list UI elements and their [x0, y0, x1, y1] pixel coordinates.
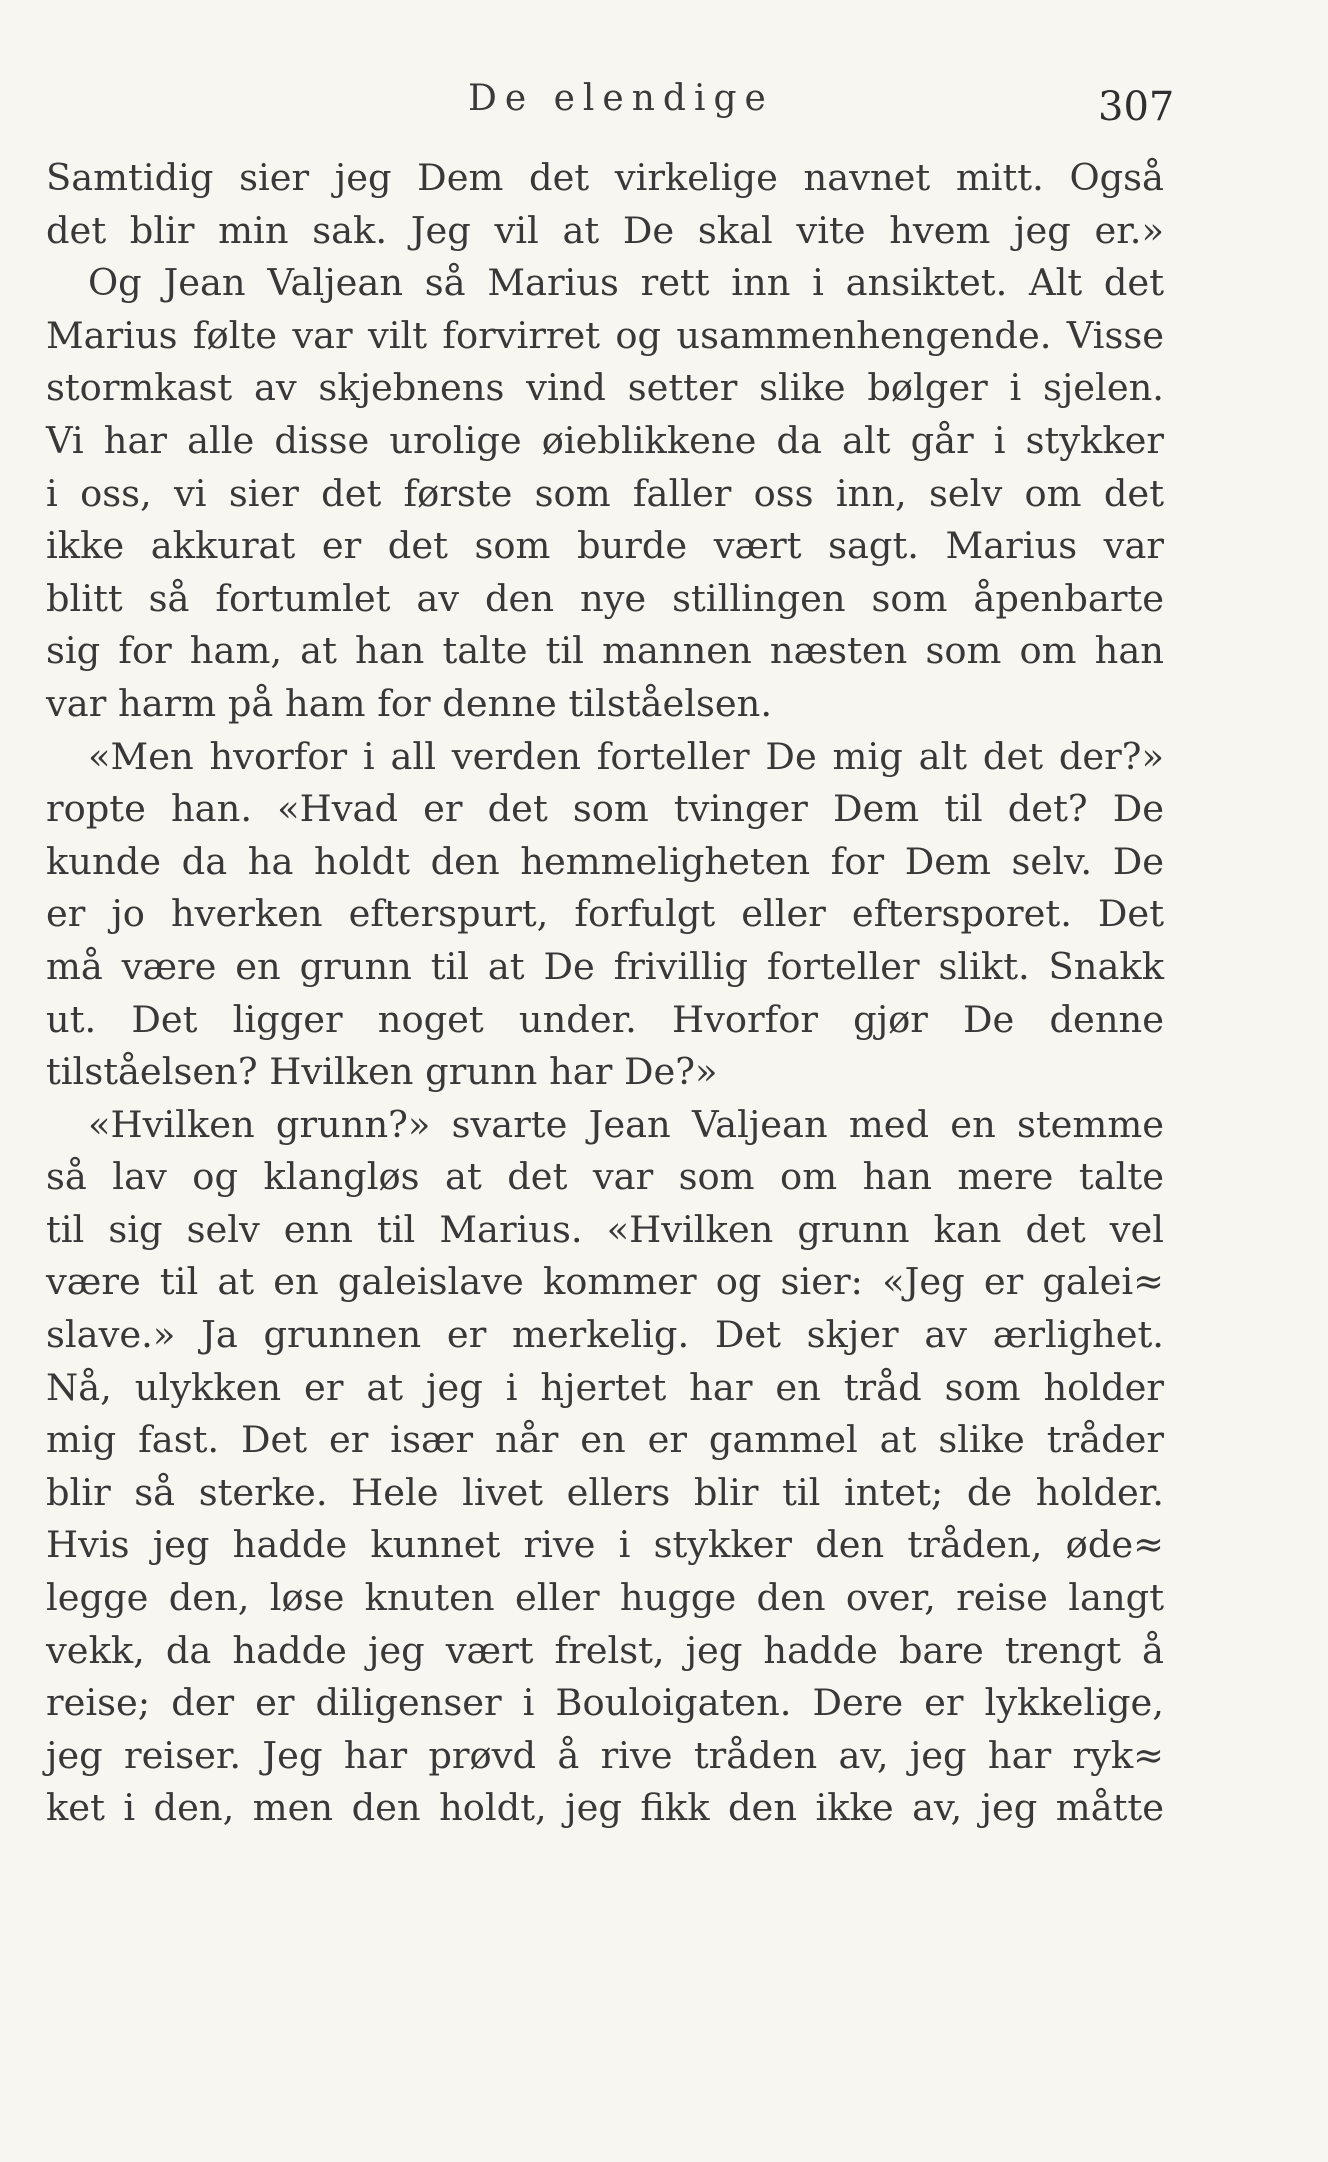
text-line: kunde da ha holdt den hemmeligheten for Dem selv. De: [46, 839, 1164, 883]
text-line: slave.» Ja grunnen er merkelig. Det skjer av ærlighet.: [46, 1313, 1164, 1357]
text-line: så lav og klangløs at det var som om han mere talte: [46, 1155, 1164, 1199]
text-line: ropte han. «Hvad er det som tvinger Dem til det? De: [46, 787, 1164, 831]
text-line: Marius følte var vilt forvirret og usammenhengende. Visse: [46, 313, 1164, 357]
text-line: Nå, ulykken er at jeg i hjertet har en tråd som holder: [46, 1365, 1164, 1409]
text-line: ikke akkurat er det som burde vært sagt. Marius var: [46, 524, 1164, 568]
text-line: reise; der er diligenser i Bouloigaten. Dere er lykkelige,: [46, 1681, 1164, 1725]
text-line: «Men hvorfor i all verden forteller De mig alt det der?»: [88, 734, 1164, 778]
text-line: ket i den, men den holdt, jeg fikk den ikke av, jeg måtte: [46, 1786, 1164, 1830]
text-line: tilståelsen? Hvilken grunn har De?»: [46, 1050, 718, 1094]
text-line: sig for ham, at han talte til mannen næsten som om han: [46, 629, 1164, 673]
text-line: Vi har alle disse urolige øieblikkene da alt går i stykker: [46, 418, 1164, 462]
text-line: det blir min sak. Jeg vil at De skal vite hvem jeg er.»: [46, 208, 1164, 252]
text-line: vekk, da hadde jeg vært frelst, jeg hadde bare trengt å: [46, 1628, 1164, 1672]
text-line: Og Jean Valjean så Marius rett inn i ansiktet. Alt det: [88, 261, 1164, 305]
text-line: jeg reiser. Jeg har prøvd å rive tråden av, jeg har ryk≈: [46, 1733, 1164, 1777]
text-line: blir så sterke. Hele livet ellers blir til intet; de holder.: [46, 1470, 1164, 1514]
text-line: er jo hverken efterspurt, forfulgt eller eftersporet. Det: [46, 892, 1164, 936]
text-line: må være en grunn til at De frivillig forteller slikt. Snakk: [46, 944, 1164, 988]
page-number: 307: [1098, 84, 1175, 130]
running-head-title: De elendige: [468, 78, 774, 119]
text-line: være til at en galeislave kommer og sier: «Jeg er galei≈: [46, 1260, 1164, 1304]
text-line: blitt så fortumlet av den nye stillingen som åpenbarte: [46, 576, 1164, 620]
text-line: stormkast av skjebnens vind setter slike bølger i sjelen.: [46, 366, 1164, 410]
text-line: Hvis jeg hadde kunnet rive i stykker den tråden, øde≈: [46, 1523, 1164, 1567]
text-line: legge den, løse knuten eller hugge den over, reise langt: [46, 1576, 1164, 1620]
text-line: ut. Det ligger noget under. Hvorfor gjør De denne: [46, 997, 1164, 1041]
text-line: «Hvilken grunn?» svarte Jean Valjean med en stemme: [88, 1102, 1164, 1146]
body-text: [46, 152, 1164, 1835]
text-line: Samtidig sier jeg Dem det virkelige navnet mitt. Også: [46, 156, 1164, 199]
text-line: var harm på ham for denne tilståelsen.: [46, 681, 773, 725]
text-line: i oss, vi sier det første som faller oss inn, selv om det: [46, 471, 1164, 515]
text-line: til sig selv enn til Marius. «Hvilken grunn kan det vel: [46, 1207, 1164, 1251]
text-line: mig fast. Det er især når en er gammel at slike tråder: [46, 1418, 1164, 1462]
